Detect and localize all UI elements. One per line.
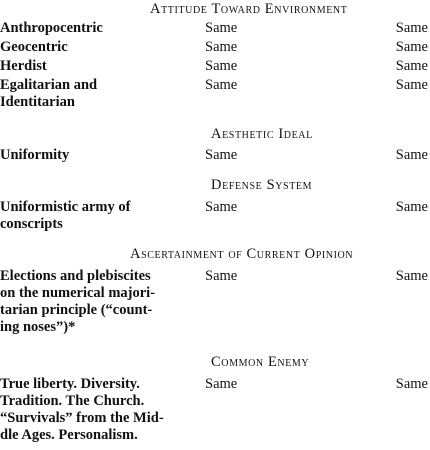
section-heading-opinion: Ascertainment of Current Opinion — [130, 246, 354, 262]
row-right-value: Same — [395, 376, 428, 392]
row-label-line: Egalitarian and — [0, 77, 98, 93]
row-right-value: Same — [395, 147, 428, 163]
row-label-line: ing noses”)* — [0, 319, 76, 335]
row-mid-value: Same — [205, 147, 238, 163]
row-right-value: Same — [395, 58, 428, 74]
row-label-line: True liberty. Diversity. — [0, 376, 140, 392]
row-mid-value: Same — [205, 268, 238, 284]
row-label — [0, 199, 200, 233]
row-label-line: Tradition. The Church. — [0, 393, 145, 409]
row-label — [0, 77, 200, 111]
row-right-value: Same — [395, 20, 428, 36]
row-label-line: conscripts — [0, 216, 63, 232]
row-label-line: Identitarian — [0, 94, 75, 110]
section-heading-common-enemy: Common Enemy — [211, 354, 310, 370]
row-label: Geocentric — [0, 39, 68, 55]
row-right-value: Same — [395, 39, 428, 55]
row-right-value: Same — [395, 77, 428, 93]
row-right-value: Same — [395, 199, 428, 215]
row-label-line: “Survivals” from the Mid- — [0, 410, 164, 426]
row-label — [0, 268, 200, 336]
row-label: Anthropocentric — [0, 20, 103, 36]
row-mid-value: Same — [205, 77, 238, 93]
row-mid-value: Same — [205, 199, 238, 215]
row-mid-value: Same — [205, 39, 238, 55]
row-label-line: Uniformistic army of — [0, 199, 131, 215]
section-heading-attitude: Attitude Toward Environment — [150, 1, 348, 17]
row-label-line: tarian principle (“count- — [0, 302, 153, 318]
row-label: Uniformity — [0, 147, 70, 163]
row-label: Herdist — [0, 58, 47, 74]
row-mid-value: Same — [205, 376, 238, 392]
row-mid-value: Same — [205, 58, 238, 74]
row-label-line: Elections and plebiscites — [0, 268, 151, 284]
section-heading-defense: Defense System — [211, 177, 313, 193]
section-heading-aesthetic: Aesthetic Ideal — [211, 126, 313, 142]
row-label-line: dle Ages. Personalism. — [0, 427, 138, 443]
row-right-value: Same — [395, 268, 428, 284]
row-mid-value: Same — [205, 20, 238, 36]
row-label — [0, 376, 200, 444]
row-label-line: on the numerical majori- — [0, 285, 156, 301]
